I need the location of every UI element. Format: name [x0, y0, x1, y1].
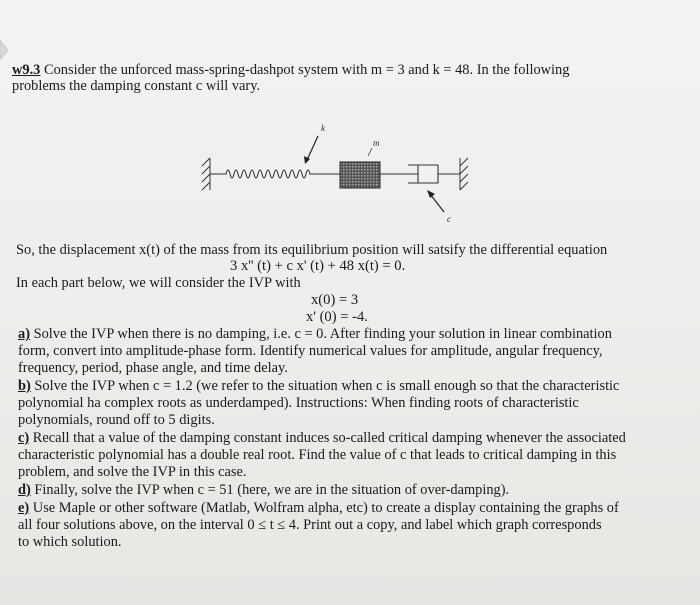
problem-number: w9.3: [12, 62, 41, 78]
label-c: c: [447, 214, 451, 224]
part-a-text-1: Solve the IVP when there is no damping, i.e. c = 0. After finding your solution in linear combination: [33, 326, 612, 342]
displacement-statement: So, the displacement x(t) of the mass from its equilibrium position will satsify the differential equation: [16, 242, 608, 258]
part-c-label: c): [18, 430, 30, 446]
spring-arrow-head: [304, 156, 310, 164]
problem-intro-line1: [12, 62, 569, 78]
part-b-line-1: [18, 378, 619, 394]
right-wall: [460, 158, 468, 190]
part-a-label: a): [18, 326, 30, 342]
part-a-line-2: form, convert into amplitude-phase form. Identify numerical values for amplitude, angular frequency,: [18, 343, 603, 359]
part-b-line-3: polynomials, round off to 5 digits.: [18, 412, 215, 428]
part-d-line-1: [18, 482, 509, 498]
mass-block: [340, 162, 380, 188]
part-e-line-2: all four solutions above, on the interval 0 ≤ t ≤ 4. Print out a copy, and label which graph corresponds: [18, 517, 602, 533]
part-d-text-1: Finally, solve the IVP when c = 51 (here, we are in the situation of over-damping).: [34, 482, 510, 498]
part-e-line-3: to which solution.: [18, 534, 122, 550]
dashpot-arrow: [430, 194, 444, 212]
mass-spring-dashpot-diagram: [190, 118, 510, 228]
part-a-line-1: [18, 326, 612, 342]
paper-tear-mark: [0, 40, 10, 60]
differential-equation: 3 x'' (t) + c x' (t) + 48 x(t) = 0.: [230, 258, 406, 274]
dashpot: [380, 165, 460, 183]
problem-intro-line2: problems the damping constant c will vary.: [12, 78, 261, 94]
left-wall: [202, 158, 210, 190]
spring-arrow: [307, 136, 318, 160]
part-d-label: d): [18, 482, 31, 498]
initial-condition-1: x(0) = 3: [311, 292, 359, 308]
part-b-line-2: polynomial ha complex roots as underdamped). Instructions: When finding roots of characteristic: [18, 395, 579, 411]
part-c-text-1: Recall that a value of the damping constant induces so-called critical damping whenever the associated: [32, 430, 626, 446]
dashpot-arrow-head: [427, 190, 435, 198]
part-b-text-1: Solve the IVP when c = 1.2 (we refer to the situation when c is small enough so that the characteristic: [34, 378, 620, 394]
spring-coil: [210, 170, 340, 178]
part-a-line-3: frequency, period, phase angle, and time delay.: [18, 360, 288, 376]
part-c-line-1: [18, 430, 626, 446]
initial-condition-2: x' (0) = -4.: [306, 309, 368, 325]
label-k: k: [321, 123, 325, 133]
part-b-label: b): [18, 378, 31, 394]
label-m: m: [373, 138, 380, 148]
part-e-line-1: [18, 500, 619, 516]
ivp-intro: In each part below, we will consider the IVP with: [16, 275, 301, 291]
part-c-line-2: characteristic polynomial has a double real root. Find the value of c that leads to critical damping in this: [18, 447, 617, 463]
part-c-line-3: problem, and solve the IVP in this case.: [18, 464, 247, 480]
part-e-label: e): [18, 500, 30, 516]
problem-intro-text: Consider the unforced mass-spring-dashpot system with m = 3 and k = 48. In the following: [44, 62, 570, 78]
part-e-text-1: Use Maple or other software (Matlab, Wolfram alpha, etc) to create a display containing the graphs of: [32, 500, 619, 516]
